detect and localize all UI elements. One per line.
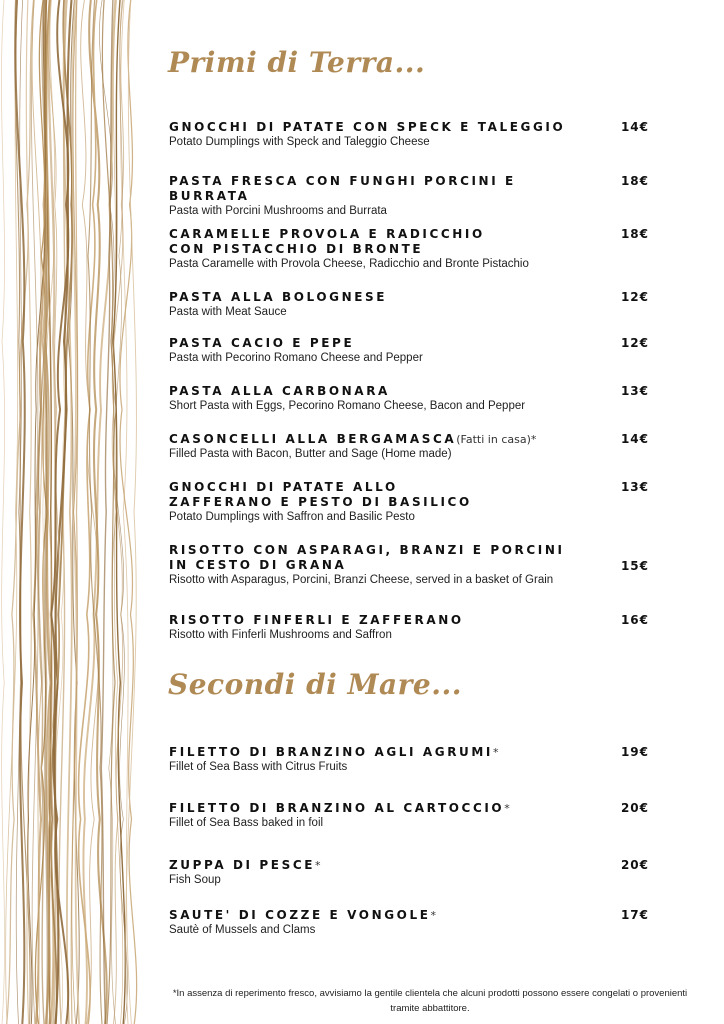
item-description: Fillet of Sea Bass with Citrus Fruits [169, 761, 348, 773]
item-description: Pasta with Pecorino Romano Cheese and Pepper [169, 352, 423, 364]
item-note: * [504, 802, 510, 815]
footnote: *In assenza di reperimento fresco, avvisiamo la gentile clientela che alcuni prodotti possono essere congelati o provenienti tramite abbattitore. [172, 988, 688, 1014]
menu-item [169, 120, 649, 150]
item-description: Filled Pasta with Bacon, Butter and Sage (Home made) [169, 448, 452, 460]
menu-item [169, 336, 649, 366]
item-description: Potato Dumplings with Speck and Taleggio Cheese [169, 136, 430, 148]
item-price: 19€ [620, 745, 649, 759]
menu-item [169, 384, 649, 414]
item-price: 20€ [620, 801, 649, 815]
item-name: PASTA CACIO E PEPE [169, 336, 355, 350]
item-description: Fillet of Sea Bass baked in foil [169, 817, 324, 829]
item-price: 17€ [620, 908, 649, 922]
item-name: CARAMELLE PROVOLA E RADICCHIO CON PISTACCHIO DI BRONTE [169, 227, 485, 256]
item-note: * [315, 859, 321, 872]
item-price: 13€ [620, 480, 649, 494]
item-price: 13€ [620, 384, 649, 398]
section-title-primi: Primi di Terra... [168, 46, 426, 79]
item-name [169, 908, 589, 923]
item-description: Pasta Caramelle with Provola Cheese, Radicchio and Bronte Pistachio [169, 258, 529, 270]
menu-item [169, 227, 649, 272]
item-name: GNOCCHI DI PATATE CON SPECK E TALEGGIO [169, 120, 566, 134]
item-name: PASTA FRESCA CON FUNGHI PORCINI E BURRATA [169, 174, 516, 203]
item-name: RISOTTO FINFERLI E ZAFFERANO [169, 613, 464, 627]
item-name [169, 432, 589, 447]
item-name: GNOCCHI DI PATATE ALLO ZAFFERANO E PESTO DI BASILICO [169, 480, 472, 509]
menu-item [169, 613, 649, 643]
menu-item [169, 290, 649, 320]
item-name-text: FILETTO DI BRANZINO AGLI AGRUMI [169, 745, 493, 759]
menu-item [169, 480, 649, 525]
item-name-text: ZUPPA DI PESCE [169, 858, 316, 872]
item-price: 15€ [620, 559, 649, 573]
menu-item [169, 543, 649, 588]
section-title-secondi: Secondi di Mare... [168, 668, 462, 701]
item-name: RISOTTO CON ASPARAGI, BRANZI E PORCINI IN CESTO DI GRANA [169, 543, 565, 572]
item-price: 20€ [620, 858, 649, 872]
item-price: 18€ [620, 227, 649, 241]
item-price: 14€ [620, 120, 649, 134]
menu-item [169, 745, 649, 775]
pasta-strand [26, 0, 31, 1024]
item-name [169, 801, 589, 816]
menu-item [169, 858, 649, 888]
item-description: Potato Dumplings with Saffron and Basilic Pesto [169, 511, 415, 523]
item-name-text: SAUTE' DI COZZE E VONGOLE [169, 908, 431, 922]
item-name: PASTA ALLA CARBONARA [169, 384, 390, 398]
pasta-strand [126, 0, 137, 1024]
item-description: Risotto with Asparagus, Porcini, Branzi Cheese, served in a basket of Grain [169, 574, 554, 586]
menu-item [169, 432, 649, 462]
item-note: * [430, 909, 437, 922]
item-description: Short Pasta with Eggs, Pecorino Romano Cheese, Bacon and Pepper [169, 400, 526, 412]
item-description: Pasta with Porcini Mushrooms and Burrata [169, 205, 387, 217]
item-price: 16€ [620, 613, 649, 627]
pasta-strand [79, 0, 97, 1024]
item-name [169, 858, 589, 873]
item-description: Risotto with Finferli Mushrooms and Saffron [169, 629, 392, 641]
pasta-strand [102, 0, 115, 1024]
item-name [169, 745, 589, 760]
item-note: * [493, 746, 499, 759]
item-name-text: CASONCELLI ALLA BERGAMASCA [169, 432, 457, 446]
item-description: Fish Soup [169, 874, 221, 886]
item-price: 12€ [620, 290, 649, 304]
item-name: PASTA ALLA BOLOGNESE [169, 290, 388, 304]
item-price: 14€ [620, 432, 649, 446]
menu-item [169, 174, 649, 219]
menu-item [169, 801, 649, 831]
item-price: 12€ [620, 336, 649, 350]
item-note: (Fatti in casa)* [456, 433, 537, 446]
item-description: Pasta with Meat Sauce [169, 306, 287, 318]
decorative-pasta-strands [0, 0, 140, 1024]
item-name-text: FILETTO DI BRANZINO AL CARTOCCIO [169, 801, 505, 815]
menu-item [169, 908, 649, 938]
item-price: 18€ [620, 174, 649, 188]
item-description: Sautè of Mussels and Clams [169, 924, 316, 936]
pasta-strand [1, 0, 4, 1024]
